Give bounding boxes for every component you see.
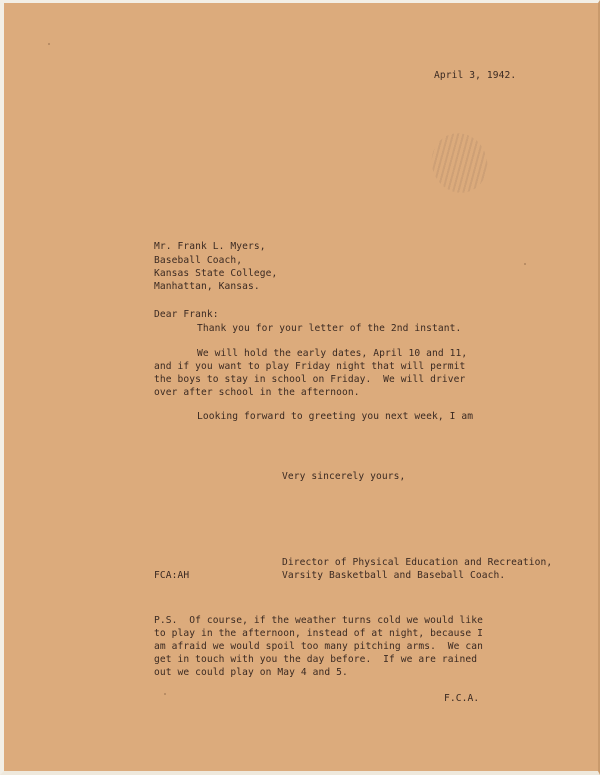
letter-date: April 3, 1942. (434, 70, 517, 81)
recipient-line: Mr. Frank L. Myers, (154, 241, 266, 252)
recipient-line: Manhattan, Kansas. (154, 281, 260, 292)
postscript-line: get in touch with you the day before. If we are rained (154, 654, 478, 665)
paper-speck (164, 693, 166, 695)
body-line: and if you want to play Friday night that will permit (154, 361, 466, 372)
postscript-line: to play in the afternoon, instead of at night, because I (154, 628, 484, 639)
recipient-line: Kansas State College, (154, 268, 278, 279)
title-line: Varsity Basketball and Baseball Coach. (282, 570, 506, 581)
body-line: over after school in the afternoon. (154, 387, 360, 398)
body-line: the boys to stay in school on Friday. We will driver (154, 374, 466, 385)
paper-speck (524, 263, 526, 265)
postscript-line: am afraid we would spoil too many pitching arms. We can (154, 641, 484, 652)
paper-smudge (423, 125, 495, 200)
paper-speck (48, 43, 50, 45)
postscript-signoff: F.C.A. (444, 693, 480, 704)
salutation: Dear Frank: (154, 309, 219, 320)
recipient-line: Baseball Coach, (154, 255, 243, 266)
body-line: We will hold the early dates, April 10 and 11, (197, 348, 468, 359)
body-paragraph-1: Thank you for your letter of the 2nd instant. (197, 323, 462, 334)
reference-initials: FCA:AH (154, 570, 190, 581)
body-paragraph-3: Looking forward to greeting you next week, I am (197, 411, 474, 422)
postscript-line: out we could play on May 4 and 5. (154, 667, 348, 678)
title-line: Director of Physical Education and Recreation, (282, 557, 553, 568)
complimentary-close: Very sincerely yours, (282, 471, 406, 482)
postscript-line: P.S. Of course, if the weather turns cold we would like (154, 615, 484, 626)
